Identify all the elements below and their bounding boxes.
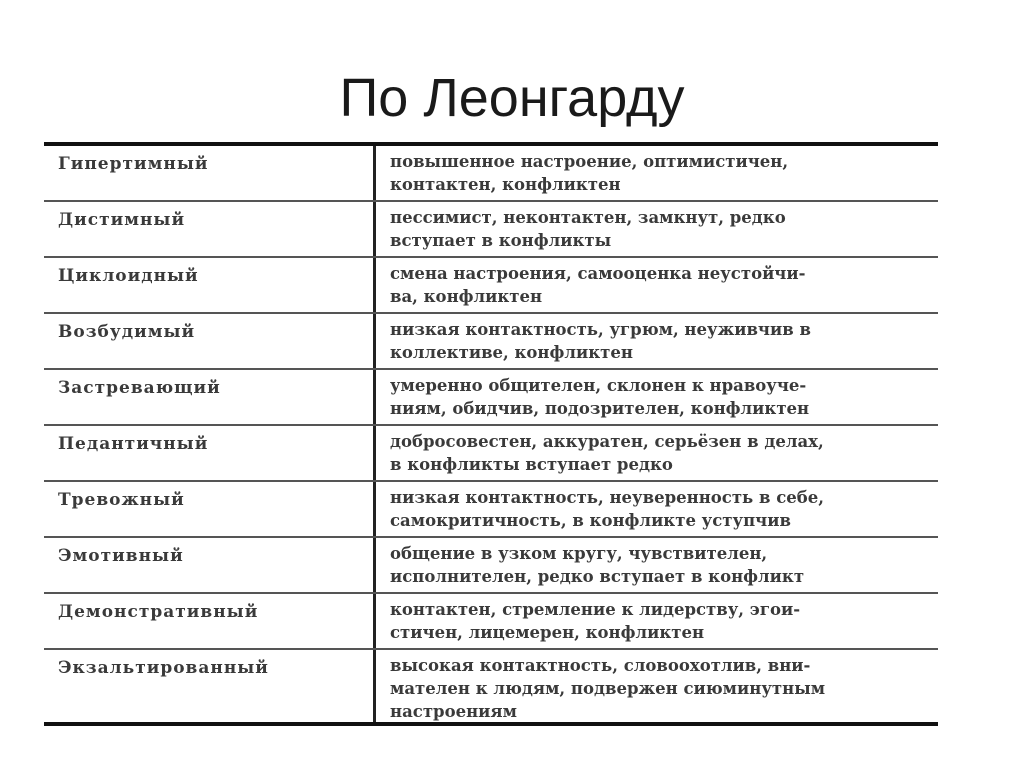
description-line: добросовестен, аккуратен, серьёзен в делах, bbox=[390, 432, 824, 451]
description-line: мателен к людям, подвержен сиюминутным bbox=[390, 679, 826, 698]
description-line: высокая контактность, словоохотлив, вни- bbox=[390, 656, 811, 675]
description-cell bbox=[376, 650, 938, 722]
type-cell: Циклоидный bbox=[44, 258, 376, 312]
description-cell bbox=[376, 482, 938, 536]
description-line: самокритичность, в конфликте уступчив bbox=[390, 511, 791, 530]
type-cell: Демонстративный bbox=[44, 594, 376, 648]
description-cell bbox=[376, 258, 938, 312]
table-row bbox=[44, 426, 938, 482]
type-cell: Гипертимный bbox=[44, 146, 376, 200]
description-line: пессимист, неконтактен, замкнут, редко bbox=[390, 208, 786, 227]
description-line: настроениям bbox=[390, 702, 517, 721]
description-line: вступает в конфликты bbox=[390, 231, 612, 250]
temperament-table bbox=[44, 142, 938, 726]
description-line: ниям, обидчив, подозрителен, конфликтен bbox=[390, 399, 810, 418]
table-row bbox=[44, 482, 938, 538]
description-line: ва, конфликтен bbox=[390, 287, 543, 306]
description-cell bbox=[376, 426, 938, 480]
description-line: низкая контактность, неуверенность в себе, bbox=[390, 488, 824, 507]
description-line: стичен, лицемерен, конфликтен bbox=[390, 623, 705, 642]
description-cell bbox=[376, 370, 938, 424]
description-line: умеренно общителен, склонен к нравоуче- bbox=[390, 376, 807, 395]
slide-title: По Леонгарду bbox=[339, 68, 685, 128]
table-row bbox=[44, 146, 938, 202]
table-row bbox=[44, 538, 938, 594]
description-cell bbox=[376, 314, 938, 368]
description-line: повышенное настроение, оптимистичен, bbox=[390, 152, 789, 171]
type-cell: Тревожный bbox=[44, 482, 376, 536]
description-line: общение в узком кругу, чувствителен, bbox=[390, 544, 768, 563]
description-line: в конфликты вступает редко bbox=[390, 455, 673, 474]
description-cell bbox=[376, 146, 938, 200]
table-row bbox=[44, 202, 938, 258]
table-row bbox=[44, 258, 938, 314]
type-cell: Дистимный bbox=[44, 202, 376, 256]
type-cell: Экзальтированный bbox=[44, 650, 376, 722]
description-line: контактен, стремление к лидерству, эгои- bbox=[390, 600, 801, 619]
description-cell bbox=[376, 594, 938, 648]
description-line: смена настроения, самооценка неустойчи- bbox=[390, 264, 806, 283]
table-row bbox=[44, 314, 938, 370]
type-cell: Педантичный bbox=[44, 426, 376, 480]
table-row bbox=[44, 370, 938, 426]
description-line: коллективе, конфликтен bbox=[390, 343, 633, 362]
type-cell: Эмотивный bbox=[44, 538, 376, 592]
table-row bbox=[44, 594, 938, 650]
description-cell bbox=[376, 538, 938, 592]
description-line: низкая контактность, угрюм, неуживчив в bbox=[390, 320, 811, 339]
description-cell bbox=[376, 202, 938, 256]
table-row bbox=[44, 650, 938, 722]
description-line: исполнителен, редко вступает в конфликт bbox=[390, 567, 805, 586]
type-cell: Застревающий bbox=[44, 370, 376, 424]
type-cell: Возбудимый bbox=[44, 314, 376, 368]
description-line: контактен, конфликтен bbox=[390, 175, 621, 194]
